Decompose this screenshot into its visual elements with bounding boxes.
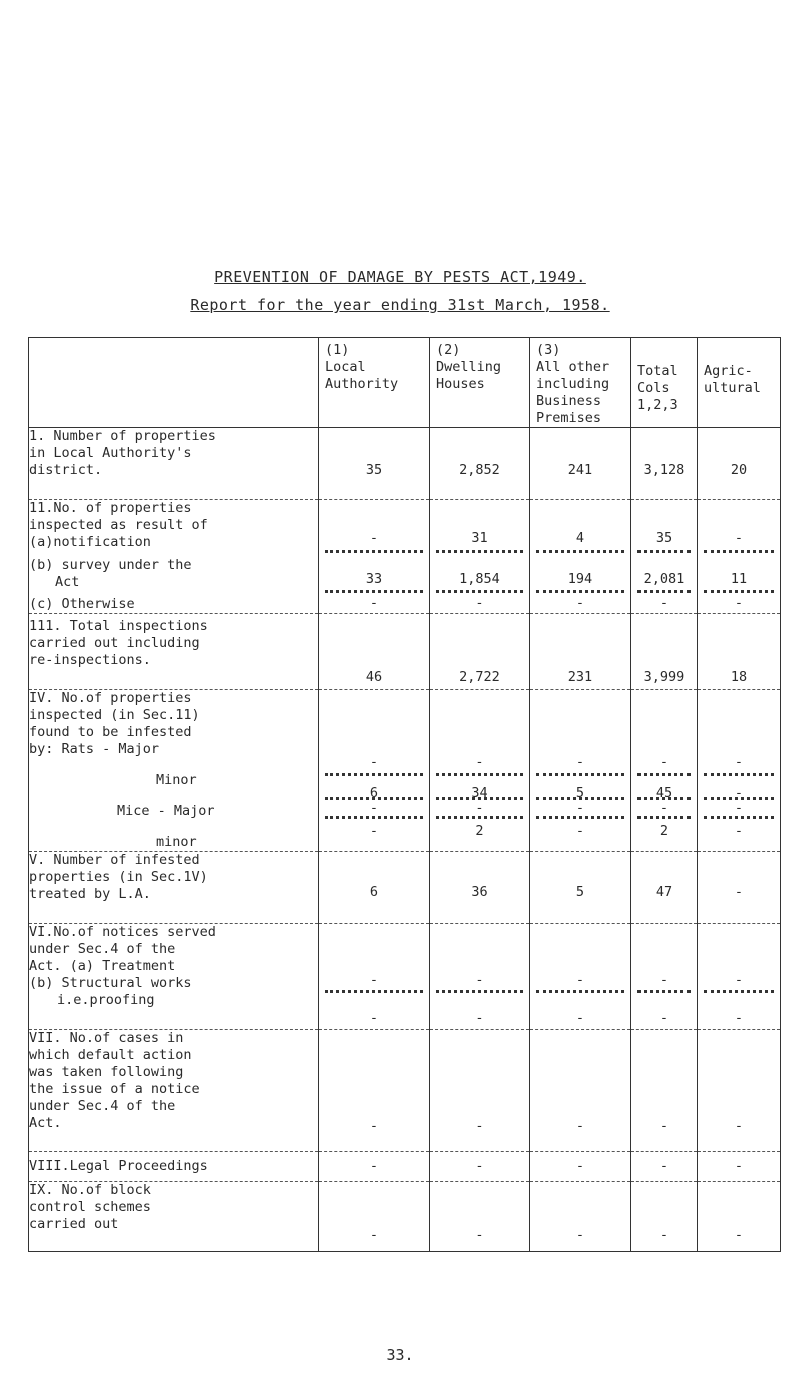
column-label: including [536, 376, 610, 392]
row-block-control [29, 1182, 781, 1252]
cell-agricultural: - - [698, 924, 781, 1030]
cell-total: - [631, 1030, 698, 1152]
column-label: All other [536, 359, 610, 375]
cell-local-authority: - [319, 1182, 430, 1252]
cell-all-other: - [530, 1182, 631, 1252]
cell-dwelling-houses: - [430, 1152, 530, 1182]
cell-total: - [631, 1182, 698, 1252]
row-properties-in-district [29, 428, 781, 500]
cell-agricultural: - - - - [698, 690, 781, 852]
cell-dwelling-houses: 2,722 [430, 614, 530, 690]
cell-total: 3,999 [631, 614, 698, 690]
cell-agricultural: - [698, 852, 781, 924]
column-header-dwelling-houses [430, 338, 530, 428]
cell-dwelling-houses: 36 [430, 852, 530, 924]
row-properties-inspected [29, 500, 781, 614]
column-label: ultural [704, 380, 761, 396]
row-label: IV. No.of properties inspected (in Sec.11) found to be infested by: Rats - Major Minor Mice - Major minor [29, 690, 319, 852]
row-default-action [29, 1030, 781, 1152]
cell-dwelling-houses: 2,852 [430, 428, 530, 500]
cell-all-other: 231 [530, 614, 631, 690]
cell-dwelling-houses: - [430, 1030, 530, 1152]
cell-agricultural: - [698, 1030, 781, 1152]
cell-agricultural: - 11 - [698, 500, 781, 614]
cell-total: - 45 - 2 [631, 690, 698, 852]
cell-all-other: 241 [530, 428, 631, 500]
row-label: 11.No. of properties inspected as result of (a)notification (b) survey under the Act (c) Otherwise [29, 500, 319, 614]
cell-local-authority: 6 [319, 852, 430, 924]
row-label: 1. Number of properties in Local Authority's district. [29, 428, 319, 500]
cell-all-other: - - [530, 924, 631, 1030]
cell-agricultural: - [698, 1152, 781, 1182]
column-header-agricultural [698, 338, 781, 428]
cell-local-authority: - [319, 1030, 430, 1152]
cell-local-authority: 46 [319, 614, 430, 690]
column-label: Local [325, 359, 366, 375]
cell-local-authority: - 33 - [319, 500, 430, 614]
column-label: Business [536, 393, 602, 409]
row-notices-served [29, 924, 781, 1030]
column-number: (1) [325, 342, 350, 358]
cell-total: 35 2,081 - [631, 500, 698, 614]
cell-local-authority: - - [319, 924, 430, 1030]
cell-all-other: - [530, 1030, 631, 1152]
cell-dwelling-houses: 31 1,854 - [430, 500, 530, 614]
row-legal-proceedings [29, 1152, 781, 1182]
cell-local-authority: - 6 - - [319, 690, 430, 852]
report-subtitle: Report for the year ending 31st March, 1958. [190, 296, 610, 314]
column-header-local-authority [319, 338, 430, 428]
column-number: (2) [436, 342, 461, 358]
column-number: (3) [536, 342, 561, 358]
row-label: VII. No.of cases in which default action was taken following the issue of a notice under Sec.4 of the Act. [29, 1030, 319, 1152]
cell-dwelling-houses: - - [430, 924, 530, 1030]
row-properties-infested [29, 690, 781, 852]
cell-local-authority: 35 [319, 428, 430, 500]
cell-all-other: - 5 - - [530, 690, 631, 852]
cell-local-authority: - [319, 1152, 430, 1182]
column-label: Authority [325, 376, 399, 392]
row-label: 111. Total inspections carried out including re-inspections. [29, 614, 319, 690]
row-total-inspections [29, 614, 781, 690]
cell-all-other: 4 194 - [530, 500, 631, 614]
cell-agricultural: - [698, 1182, 781, 1252]
column-header-total [631, 338, 698, 428]
row-label: VIII.Legal Proceedings [29, 1152, 319, 1182]
column-label: 1,2,3 [637, 397, 678, 413]
pests-report-table [28, 337, 781, 1252]
cell-dwelling-houses: - 34 - 2 [430, 690, 530, 852]
cell-total: - [631, 1152, 698, 1182]
cell-total: 3,128 [631, 428, 698, 500]
cell-total: - - [631, 924, 698, 1030]
row-label: VI.No.of notices served under Sec.4 of the Act. (a) Treatment (b) Structural works i.e.proofing [29, 924, 319, 1030]
column-label: Cols [637, 380, 670, 396]
row-infested-treated [29, 852, 781, 924]
header-row [29, 338, 781, 428]
column-label: Dwelling [436, 359, 502, 375]
cell-total: 47 [631, 852, 698, 924]
cell-agricultural: 18 [698, 614, 781, 690]
column-header-all-other [530, 338, 631, 428]
cell-all-other: 5 [530, 852, 631, 924]
row-label: V. Number of infested properties (in Sec.1V) treated by L.A. [29, 852, 319, 924]
cell-agricultural: 20 [698, 428, 781, 500]
cell-dwelling-houses: - [430, 1182, 530, 1252]
column-label: Agric- [704, 363, 753, 379]
cell-all-other: - [530, 1152, 631, 1182]
column-label: Total [637, 363, 678, 379]
column-label: Premises [536, 410, 602, 426]
report-title: PREVENTION OF DAMAGE BY PESTS ACT,1949. [214, 268, 586, 286]
header-blank [29, 338, 319, 428]
column-label: Houses [436, 376, 485, 392]
page-number: 33. [386, 1346, 414, 1364]
row-label: IX. No.of block control schemes carried out [29, 1182, 319, 1252]
